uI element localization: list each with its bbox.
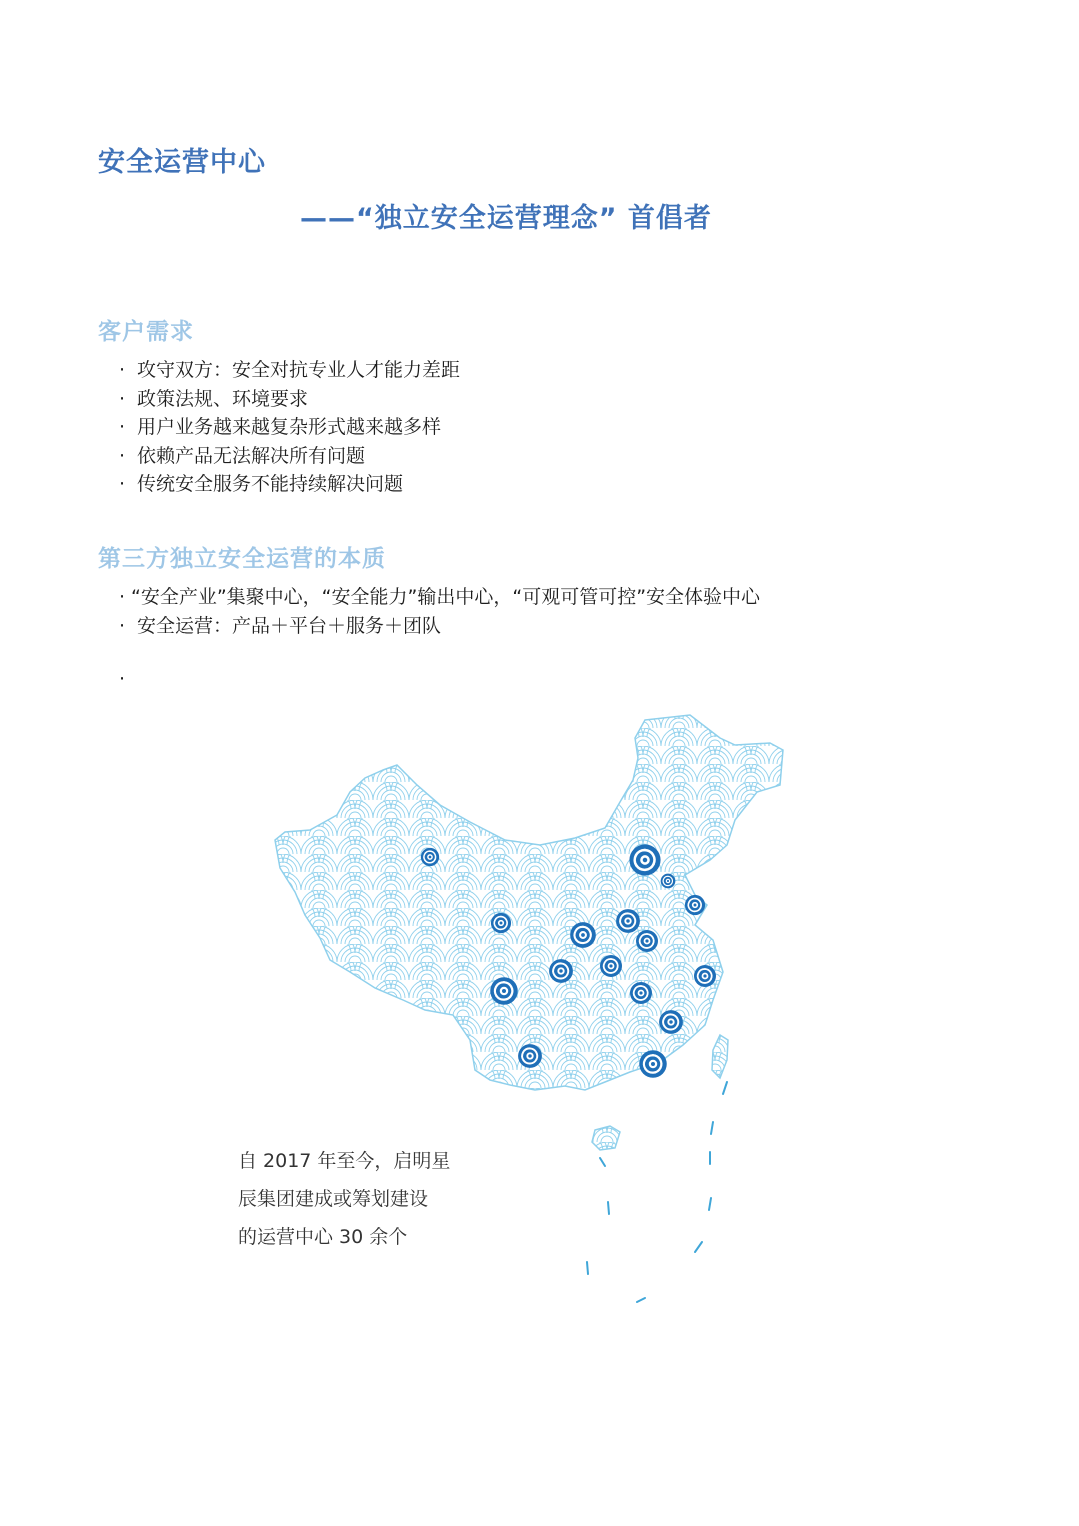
page-subtitle: ——“独立安全运营理念” 首倡者 <box>300 203 712 234</box>
marker <box>694 965 716 987</box>
customer-needs-heading: 客户需求 <box>98 319 194 345</box>
list-item: · 安全运营：产品＋平台＋服务＋团队 <box>119 612 760 641</box>
bullet-dot: · <box>119 473 126 495</box>
marker <box>600 955 622 977</box>
essence-heading: 第三方独立安全运营的本质 <box>98 546 386 572</box>
list-item: · 传统安全服务不能持续解决问题 <box>119 470 460 499</box>
south-sea-dashes <box>587 1082 727 1302</box>
marker <box>630 982 652 1004</box>
marker <box>659 1010 683 1034</box>
bullet-dot: · <box>119 359 126 381</box>
customer-needs-list <box>119 356 460 499</box>
marker <box>518 1044 542 1068</box>
marker <box>570 922 596 948</box>
bullet-dot: · <box>119 586 126 608</box>
marker <box>639 1050 667 1078</box>
bullet-dot: · <box>119 614 126 637</box>
marker <box>636 930 658 952</box>
list-item: · “安全产业”集聚中心，“安全能力”输出中心，“可观可管可控”安全体验中心 <box>119 583 760 612</box>
list-item: · 攻守双方：安全对抗专业人才能力差距 <box>119 356 460 385</box>
marker <box>490 977 518 1005</box>
caption: 自 2017 年至今，启明星 辰集团建成或筹划建设 的运营中心 30 余个 <box>238 1150 451 1248</box>
marker <box>549 959 573 983</box>
bullet-dot: · <box>119 416 126 438</box>
marker <box>421 848 439 866</box>
page-title: 安全运营中心 <box>98 147 266 178</box>
marker <box>685 895 705 915</box>
bullet-dot: · <box>119 444 126 467</box>
marker <box>491 913 511 933</box>
marker <box>616 909 640 933</box>
marker <box>629 844 660 875</box>
mainland-shape <box>275 715 783 1090</box>
taiwan-shape <box>712 1035 728 1078</box>
hainan-shape <box>592 1126 620 1150</box>
list-item: · 依赖产品无法解决所有问题 <box>119 442 460 471</box>
empty-bullet: · <box>119 668 126 690</box>
essence-list <box>119 583 760 640</box>
list-item: · 用户业务越来越复杂形式越来越多样 <box>119 413 460 442</box>
bullet-dot: · <box>119 387 126 410</box>
list-item: · 政策法规、环境要求 <box>119 385 460 414</box>
marker <box>661 874 676 889</box>
